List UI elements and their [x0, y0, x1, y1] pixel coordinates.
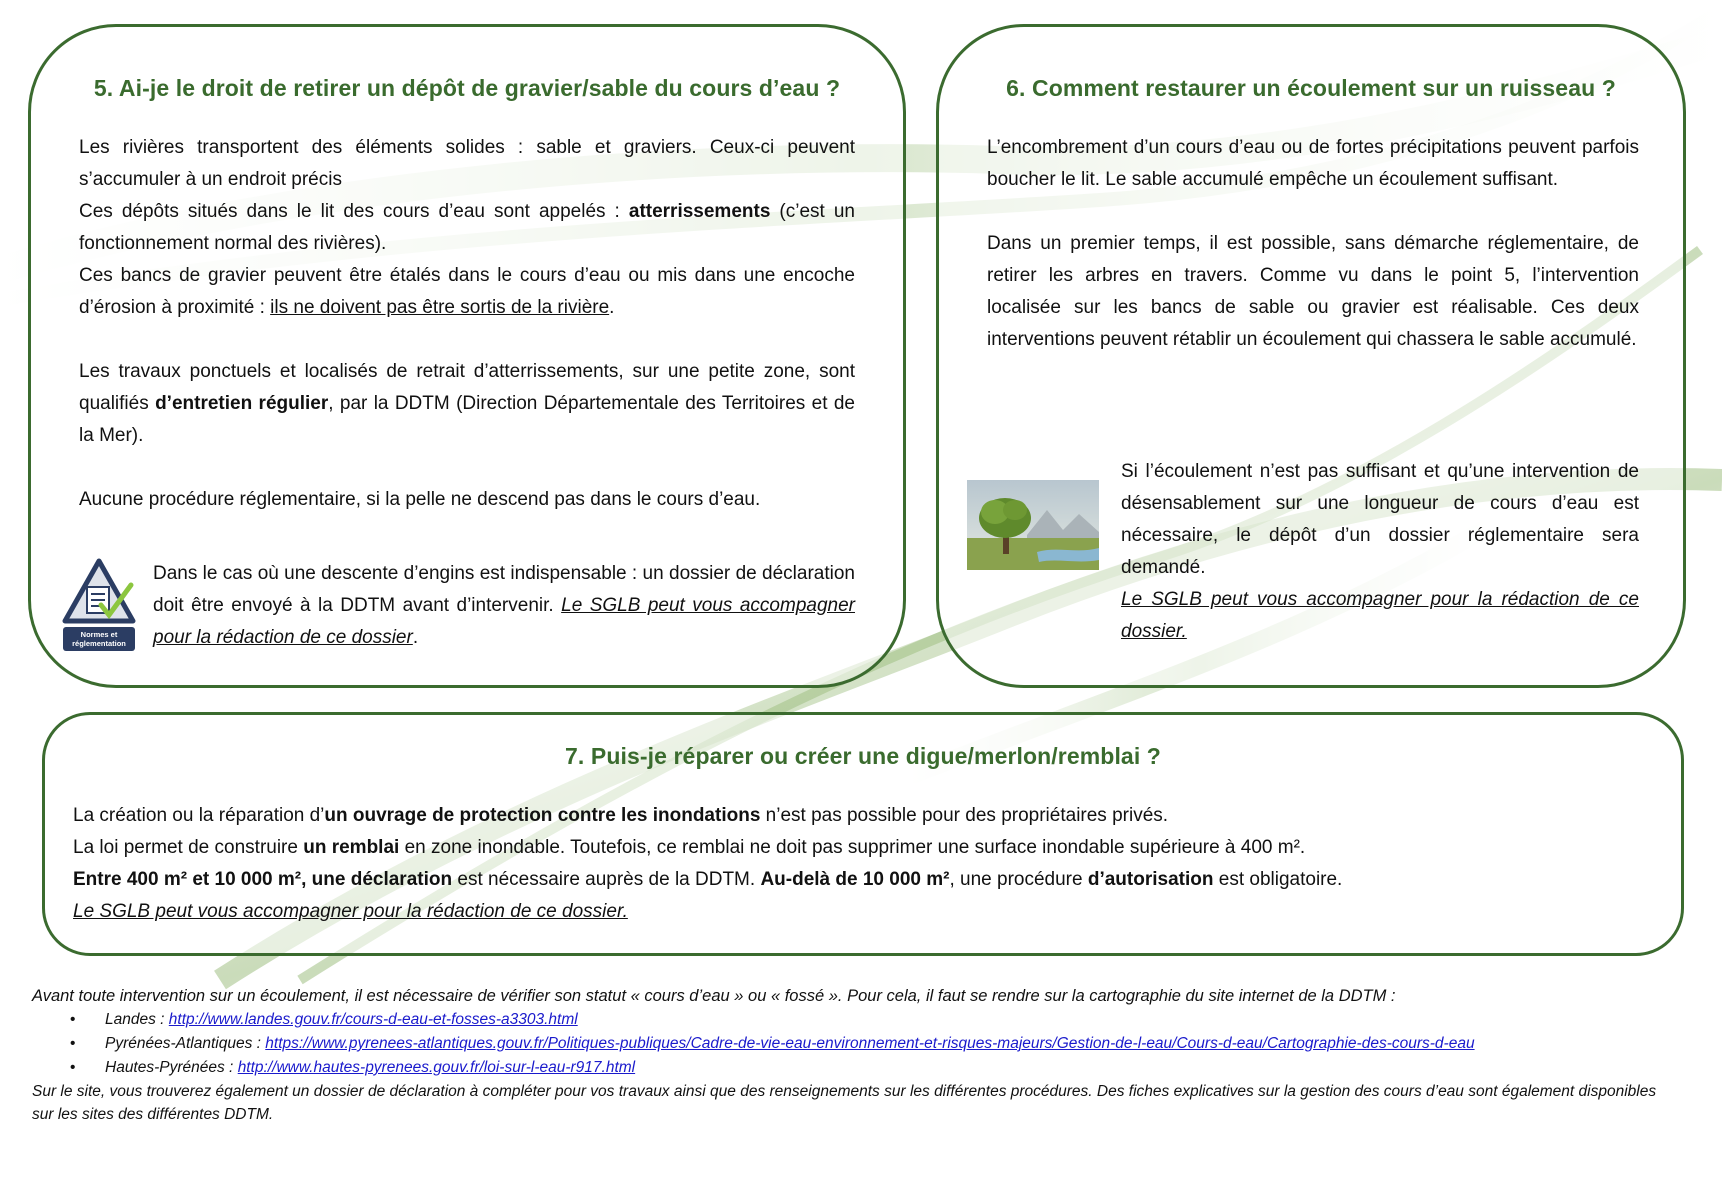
sglb-help-link[interactable]: Le SGLB peut vous accompagner pour la rédaction de ce dossier: [153, 595, 855, 648]
tree-river-landscape-image: [967, 480, 1099, 570]
section-5-note-text: Dans le cas où une descente d’engins est indispensable : un dossier de déclaration doit être envoyé à la DDTM avant d’intervenir.: [153, 563, 855, 616]
section-5-title: 5. Ai-je le droit de retirer un dépôt de gravier/sable du cours d’eau ?: [93, 75, 841, 101]
sglb-help-link-3[interactable]: Le SGLB peut vous accompagner pour la rédaction de ce dossier.: [73, 901, 628, 922]
section-7-l2-pre: La loi permet de construire: [73, 837, 304, 858]
pyrenees-atlantiques-link[interactable]: https://www.pyrenees-atlantiques.gouv.fr/Politiques-publiques/Cadre-de-vie-eau-environnement-et-risques-majeurs/Gestion-de-l-eau/Cours-d-eau/Cartographie-des-cours-d-eau: [265, 1035, 1475, 1052]
section-6-body: [987, 132, 1639, 356]
link-label: Hautes-Pyrénées :: [105, 1059, 238, 1076]
section-6-box: [936, 24, 1686, 688]
section-5-rule-underlined: ils ne doivent pas être sortis de la rivière: [270, 297, 610, 318]
link-label: Pyrénées-Atlantiques :: [105, 1035, 266, 1052]
term-remblai: un remblai: [303, 837, 400, 858]
section-5-p4-pre: Les travaux ponctuels et localisés de retrait d’atterrissements, sur une petite zone, sont qualifiés: [79, 361, 855, 414]
section-7-line-4: [73, 896, 1633, 928]
sglb-help-link-2[interactable]: Le SGLB peut vous accompagner pour la rédaction de ce dossier.: [1121, 589, 1639, 642]
law-icon-label-2: réglementation: [72, 639, 126, 648]
bullet-icon: •: [70, 1035, 76, 1052]
landes-link[interactable]: http://www.landes.gouv.fr/cours-d-eau-et-fosses-a3303.html: [168, 1011, 578, 1028]
law-icon-label: Normes et: [80, 630, 118, 639]
section-6-note-text: Si l’écoulement n’est pas suffisant et qu’une intervention de désensablement sur une longueur de cours d’eau est nécessaire, le dépôt d’un dossier réglementaire sera demandé.: [1121, 461, 1639, 578]
section-6-note: [1121, 456, 1639, 648]
section-7-l3-post: est obligatoire.: [1213, 869, 1343, 890]
section-6-title: 6. Comment restaurer un écoulement sur un ruisseau ?: [1006, 75, 1616, 101]
section-7-l1-pre: La création ou la réparation d’: [73, 805, 325, 826]
bullet-icon: •: [70, 1011, 76, 1028]
section-7-l1-post: n’est pas possible pour des propriétaires privés.: [760, 805, 1169, 826]
section-5-body: [79, 132, 855, 516]
section-6-paragraph-2: Dans un premier temps, il est possible, sans démarche réglementaire, de retirer les arbres en travers. Comme vu dans le point 5, l’intervention localisée sur les bancs de sable ou gravier est réalisable. Ces deux interventions peuvent rétablir un écoulement qui chassera le sable accumulé.: [987, 233, 1639, 350]
section-5-paragraph-3: Aucune procédure réglementaire, si la pelle ne descend pas dans le cours d’eau.: [79, 489, 761, 510]
section-5-box: [28, 24, 906, 688]
link-label: Landes :: [105, 1011, 169, 1028]
term-autorisation-threshold: Au-delà de 10 000 m²: [760, 869, 950, 890]
section-5-p2-post: (c’est un fonctionnement normal des rivières).: [79, 201, 855, 254]
footer-notes: [32, 984, 1672, 1126]
section-5-p2-pre: Ces dépôts situés dans le lit des cours d’eau sont appelés :: [79, 201, 629, 222]
section-7-title: 7. Puis-je réparer ou créer une digue/merlon/remblai ?: [565, 743, 1161, 769]
ddtm-links-list: [32, 1008, 1672, 1080]
section-7-l2-post: en zone inondable. Toutefois, ce remblai ne doit pas supprimer une surface inondable supérieure à 400 m².: [399, 837, 1306, 858]
section-7-box: [42, 712, 1684, 956]
section-5-p3-pre: Ces bancs de gravier peuvent être étalés dans le cours d’eau ou mis dans une encoche d’érosion à proximité :: [79, 265, 855, 318]
footer-intro: Avant toute intervention sur un écoulement, il est nécessaire de vérifier son statut « cours d’eau » ou « fossé ». Pour cela, il faut se rendre sur la cartographie du site internet de la DDTM :: [32, 987, 1396, 1005]
section-7-line-1: [73, 800, 1633, 832]
section-5-note: [153, 558, 855, 654]
section-7-body: [73, 800, 1633, 928]
section-6-paragraph-1: L’encombrement d’un cours d’eau ou de fortes précipitations peuvent parfois boucher le lit. Le sable accumulé empêche un écoulement suffisant.: [987, 137, 1639, 190]
section-5-paragraph-2: [79, 356, 855, 452]
section-5-paragraph: [79, 132, 855, 324]
section-5-p1: Les rivières transportent des éléments solides : sable et graviers. Ceux-ci peuvent s’accumuler à un endroit précis: [79, 137, 855, 190]
term-declaration-threshold: Entre 400 m² et 10 000 m², une déclaration: [73, 869, 453, 890]
section-5-p3-post: .: [609, 297, 615, 318]
footer-outro: Sur le site, vous trouverez également un dossier de déclaration à compléter pour vos travaux ainsi que des renseignements sur les différentes procédures. Des fiches explicatives sur la gestion des cours d’eau sont également disponibles sur les sites des différentes DDTM.: [32, 1083, 1657, 1123]
section-5-p4-post: , par la DDTM (Direction Départementale des Territoires et de la Mer).: [79, 393, 855, 446]
list-item: [70, 1032, 1672, 1056]
term-ouvrage-protection: un ouvrage de protection contre les inondations: [324, 805, 761, 826]
section-7-l3-mid1: est nécessaire auprès de la DDTM.: [452, 869, 761, 890]
term-entretien-regulier: d’entretien régulier: [155, 393, 329, 414]
law-document-icon: [61, 557, 137, 653]
section-7-line-3: [73, 864, 1633, 896]
bullet-icon: •: [70, 1059, 76, 1076]
section-5-note-post: .: [412, 627, 419, 648]
section-7-line-2: [73, 832, 1633, 864]
hautes-pyrenees-link[interactable]: http://www.hautes-pyrenees.gouv.fr/loi-sur-l-eau-r917.html: [237, 1059, 636, 1076]
term-autorisation: d’autorisation: [1087, 869, 1214, 890]
section-7-l3-mid2: , une procédure: [949, 869, 1088, 890]
list-item: [70, 1008, 1672, 1032]
list-item: [70, 1056, 1672, 1080]
term-atterrissements: atterrissements: [628, 201, 771, 222]
